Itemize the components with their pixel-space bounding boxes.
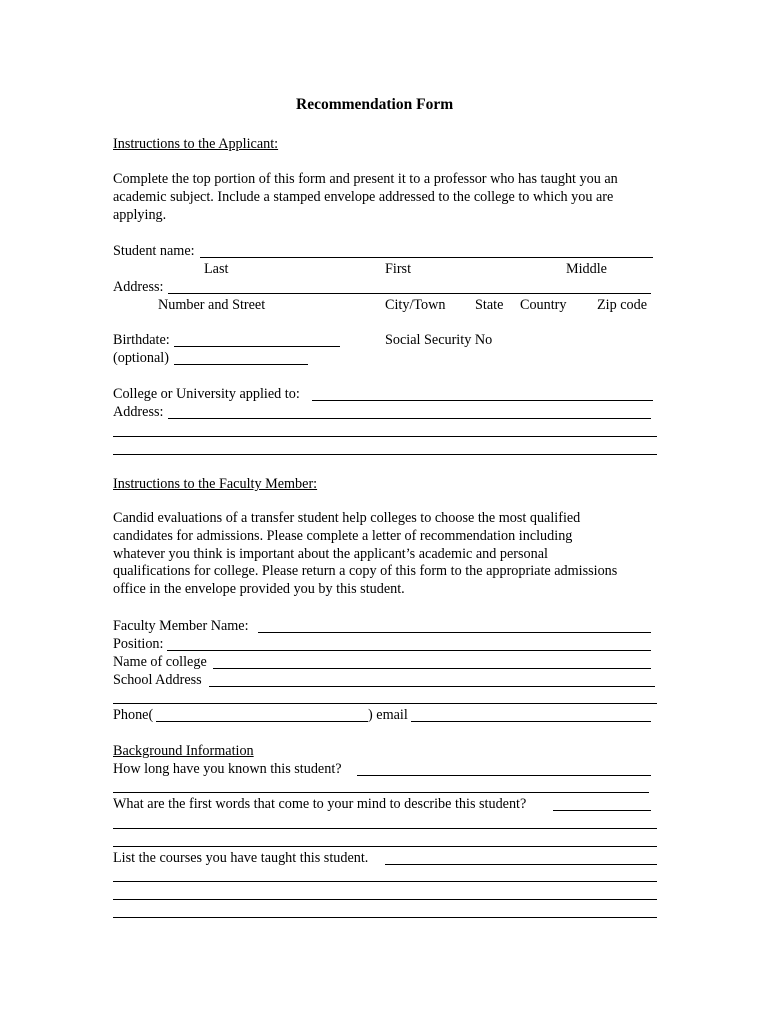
- faculty-name-label: Faculty Member Name:: [113, 618, 249, 634]
- known-student-field[interactable]: [357, 775, 651, 776]
- label-city-town: City/Town: [385, 297, 446, 313]
- college-address-field-line-2[interactable]: [113, 436, 657, 437]
- faculty-name-field[interactable]: [258, 632, 651, 633]
- first-words-field-line-3[interactable]: [113, 846, 657, 847]
- birthdate-label: Birthdate:: [113, 332, 170, 348]
- label-country: Country: [520, 297, 567, 313]
- label-first: First: [385, 261, 412, 277]
- applicant-instructions-paragraph: [113, 171, 618, 224]
- first-words-question: What are the first words that come to your mind to describe this student?: [113, 796, 527, 812]
- courses-question: List the courses you have taught this student.: [113, 850, 369, 866]
- applicant-instructions-heading: Instructions to the Applicant:: [113, 136, 279, 152]
- page-title: Recommendation Form: [296, 96, 454, 113]
- label-middle: Middle: [566, 261, 607, 277]
- optional-field[interactable]: [174, 364, 308, 365]
- college-address-field[interactable]: [168, 418, 651, 419]
- paragraph-line: candidates for admissions. Please complete a letter of recommendation including: [113, 527, 573, 544]
- college-applied-field[interactable]: [312, 400, 653, 401]
- college-name-label: Name of college: [113, 654, 207, 670]
- position-field[interactable]: [167, 650, 651, 651]
- college-name-field[interactable]: [213, 668, 651, 669]
- college-address-label: Address:: [113, 404, 164, 420]
- first-words-field-line-2[interactable]: [113, 828, 657, 829]
- school-address-field[interactable]: [209, 686, 655, 687]
- birthdate-field[interactable]: [174, 346, 340, 347]
- paragraph-line: applying.: [113, 206, 167, 223]
- paragraph-line: Candid evaluations of a transfer student help colleges to choose the most qualified: [113, 510, 581, 526]
- school-address-label: School Address: [113, 672, 202, 688]
- label-last: Last: [204, 261, 229, 277]
- paragraph-line: whatever you think is important about the applicant’s academic and personal: [113, 545, 548, 562]
- known-student-question: How long have you known this student?: [113, 761, 342, 777]
- phone-label: Phone(: [113, 707, 154, 723]
- paragraph-line: academic subject. Include a stamped envelope addressed to the college to which you are: [113, 188, 614, 205]
- faculty-instructions-heading: Instructions to the Faculty Member:: [113, 476, 318, 492]
- courses-field-line-3[interactable]: [113, 899, 657, 900]
- courses-field-line-4[interactable]: [113, 917, 657, 918]
- email-label: ) email: [368, 707, 408, 723]
- label-number-street: Number and Street: [158, 297, 266, 313]
- known-student-field-line-2[interactable]: [113, 792, 649, 793]
- paragraph-line: office in the envelope provided you by this student.: [113, 581, 405, 598]
- address-label: Address:: [113, 279, 164, 295]
- paragraph-line: qualifications for college. Please return a copy of this form to the appropriate admissions: [113, 563, 618, 580]
- courses-field[interactable]: [385, 864, 657, 865]
- school-address-field-line-2[interactable]: [113, 703, 657, 704]
- background-heading: Background Information: [113, 743, 254, 759]
- label-zip-code: Zip code: [597, 297, 648, 313]
- position-label: Position:: [113, 636, 164, 652]
- phone-field[interactable]: [156, 721, 368, 722]
- student-name-label: Student name:: [113, 243, 195, 259]
- email-field[interactable]: [411, 721, 651, 722]
- first-words-field[interactable]: [553, 810, 651, 811]
- paragraph-line: Complete the top portion of this form and present it to a professor who has taught you an: [113, 171, 618, 187]
- faculty-instructions-paragraph: [113, 510, 617, 599]
- college-applied-label: College or University applied to:: [113, 386, 300, 402]
- address-field[interactable]: [168, 293, 651, 294]
- optional-label: (optional): [113, 350, 169, 366]
- label-state: State: [475, 297, 504, 313]
- ssn-label: Social Security No: [385, 332, 493, 348]
- student-name-field[interactable]: [200, 257, 653, 258]
- college-address-field-line-3[interactable]: [113, 454, 657, 455]
- courses-field-line-2[interactable]: [113, 881, 657, 882]
